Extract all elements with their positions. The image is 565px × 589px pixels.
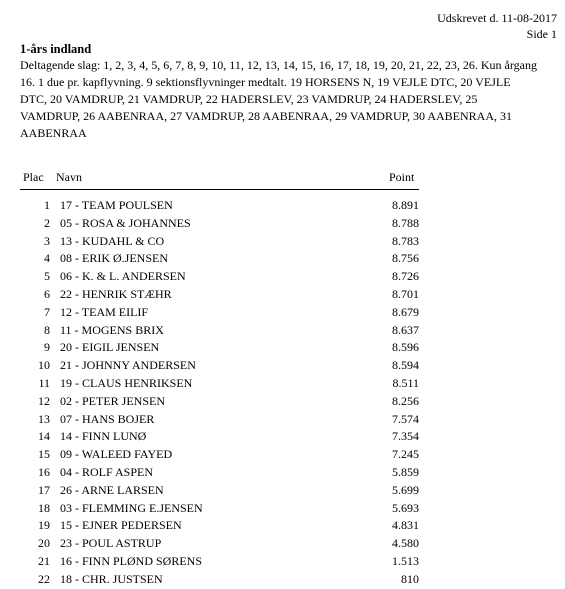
- row-navn: 13 - KUDAHL & CO: [60, 233, 165, 248]
- row-navn: 08 - ERIK Ø.JENSEN: [60, 251, 168, 266]
- report-description: Deltagende slag: 1, 2, 3, 4, 5, 6, 7, 8, 9, 10, 11, 12, 13, 14, 15, 16, 17, 18, 19, 20, 21, 22, 23, 26. Kun årgang 16. 1 due pr. kapflyvning. 9 sektionsflyvninger medtalt. 19 HORSENS N, 19 VEJLE DTC, 20 VEJLE DTC, 20 VAMDRUP, 21 VAMDRUP, 22 HADERSLEV, 23 VAMDRUP, 24 HADERSLEV, 25 VAMDRUP, 26 AABENRAA, 27 VAMDRUP, 28 AABENRAA, 29 VAMDRUP, 30 AABENRAA, 31 AABENRAA: [20, 58, 537, 140]
- row-navn: 18 - CHR. JUSTSEN: [60, 571, 163, 586]
- print-date: Udskrevet d. 11-08-2017: [437, 11, 557, 25]
- table-row: [20, 535, 419, 553]
- row-point: 1.513: [392, 553, 419, 568]
- table-row: [20, 411, 419, 429]
- header-divider: [20, 189, 419, 190]
- table-row: [20, 428, 419, 446]
- table-row: [20, 500, 419, 518]
- row-plac: 17: [38, 482, 50, 497]
- print-header: [437, 10, 557, 42]
- row-plac: 1: [44, 198, 50, 212]
- table-row: [20, 286, 419, 304]
- table-row: [20, 375, 419, 393]
- row-plac: 19: [38, 518, 50, 533]
- row-plac: 16: [38, 464, 50, 479]
- row-point: 8.726: [392, 269, 419, 284]
- row-navn: 21 - JOHNNY ANDERSEN: [60, 358, 196, 373]
- row-navn: 22 - HENRIK STÆHR: [60, 286, 172, 301]
- row-plac: 18: [38, 500, 50, 515]
- row-plac: 21: [38, 553, 50, 568]
- table-row: [20, 464, 419, 482]
- table-row: [20, 446, 419, 464]
- row-navn: 12 - TEAM EILIF: [60, 304, 149, 319]
- row-point: 5.693: [392, 500, 419, 515]
- table-row: [20, 304, 419, 322]
- table-row: [20, 233, 419, 251]
- row-point: 4.831: [392, 518, 419, 533]
- table-row: [20, 517, 419, 535]
- row-navn: 19 - CLAUS HENRIKSEN: [60, 375, 193, 390]
- table-row: [20, 197, 419, 215]
- row-navn: 04 - ROLF ASPEN: [60, 464, 154, 479]
- column-header-plac: Plac: [23, 170, 44, 184]
- row-point: 7.354: [392, 429, 419, 444]
- table-row: [20, 357, 419, 375]
- row-point: 8.594: [392, 358, 419, 373]
- row-point: 8.783: [392, 233, 419, 248]
- row-navn: 11 - MOGENS BRIX: [60, 322, 164, 337]
- column-header-navn: Navn: [56, 170, 82, 184]
- row-point: 8.679: [392, 304, 419, 319]
- row-plac: 2: [44, 215, 50, 230]
- row-point: 8.701: [392, 286, 419, 301]
- row-navn: 02 - PETER JENSEN: [60, 393, 165, 408]
- row-point: 8.637: [392, 322, 419, 337]
- row-plac: 13: [38, 411, 50, 426]
- row-point: 4.580: [392, 536, 419, 551]
- table-row: [20, 553, 419, 571]
- row-point: 8.756: [392, 251, 419, 266]
- table-row: [20, 322, 419, 340]
- row-plac: 4: [44, 251, 50, 266]
- page-number: Side 1: [526, 27, 557, 41]
- row-point: 8.256: [392, 393, 419, 408]
- row-point: 5.699: [392, 482, 419, 497]
- row-point: 8.596: [392, 340, 419, 355]
- row-plac: 8: [44, 322, 50, 337]
- row-navn: 09 - WALEED FAYED: [60, 447, 173, 462]
- report-title: 1-års indland: [20, 42, 92, 56]
- row-plac: 6: [44, 286, 50, 301]
- row-navn: 16 - FINN PLØND SØRENS: [60, 553, 203, 568]
- row-plac: 3: [44, 233, 50, 248]
- table-row: [20, 339, 419, 357]
- table-row: [20, 250, 419, 268]
- row-plac: 22: [38, 571, 50, 586]
- row-navn: 07 - HANS BOJER: [60, 411, 155, 426]
- table-row: [20, 268, 419, 286]
- row-navn: 14 - FINN LUNØ: [60, 429, 147, 444]
- results-table: [20, 197, 419, 589]
- row-plac: 11: [38, 375, 50, 390]
- row-navn: 05 - ROSA & JOHANNES: [60, 215, 191, 230]
- row-plac: 20: [38, 536, 50, 551]
- row-plac: 12: [38, 393, 50, 408]
- row-navn: 06 - K. & L. ANDERSEN: [60, 269, 186, 284]
- row-point: 7.245: [392, 447, 419, 462]
- row-navn: 15 - EJNER PEDERSEN: [60, 518, 182, 533]
- row-plac: 14: [38, 429, 50, 444]
- row-point: 8.511: [392, 375, 419, 390]
- row-navn: 20 - EIGIL JENSEN: [60, 340, 160, 355]
- row-navn: 23 - POUL ASTRUP: [60, 536, 162, 551]
- row-plac: 7: [44, 304, 50, 319]
- row-point: 8.891: [392, 198, 419, 212]
- row-plac: 10: [38, 358, 50, 373]
- column-header-point: Point: [389, 170, 415, 184]
- table-row: [20, 482, 419, 500]
- row-navn: 17 - TEAM POULSEN: [60, 198, 173, 212]
- row-navn: 03 - FLEMMING E.JENSEN: [60, 500, 203, 515]
- row-navn: 26 - ARNE LARSEN: [60, 482, 164, 497]
- row-plac: 15: [38, 447, 50, 462]
- table-row: [20, 393, 419, 411]
- row-plac: 5: [44, 269, 50, 284]
- row-point: 810: [401, 571, 419, 586]
- table-row: [20, 215, 419, 233]
- row-point: 8.788: [392, 215, 419, 230]
- table-row: [20, 571, 419, 589]
- row-point: 7.574: [392, 411, 419, 426]
- row-point: 5.859: [392, 464, 419, 479]
- row-plac: 9: [44, 340, 50, 355]
